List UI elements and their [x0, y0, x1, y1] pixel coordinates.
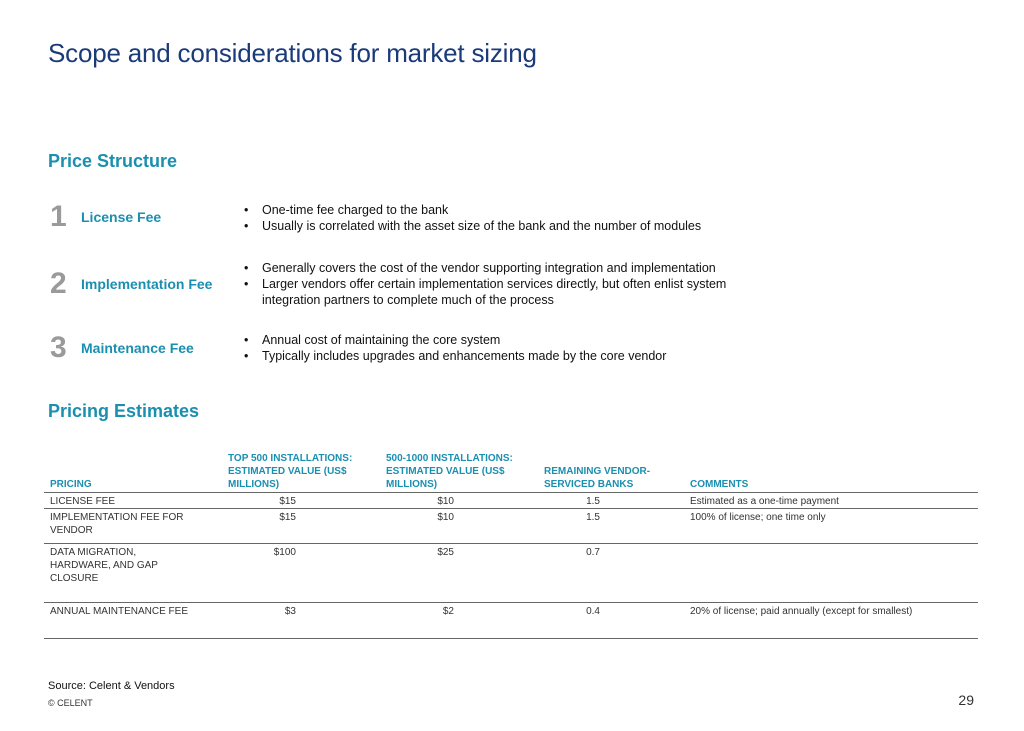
table-cell: LICENSE FEE [44, 493, 222, 509]
table-cell: $3 [222, 603, 380, 639]
table-cell: 0.7 [538, 544, 684, 603]
table-cell: ANNUAL MAINTENANCE FEE [44, 603, 222, 639]
fee-bullets [242, 260, 762, 308]
table-cell: $15 [222, 509, 380, 544]
bullet: • Generally covers the cost of the vendor supporting integration and implementation [242, 260, 762, 276]
table-cell: $100 [222, 544, 380, 603]
table-cell: DATA MIGRATION, HARDWARE, AND GAP CLOSURE [44, 544, 222, 603]
column-header: REMAINING VENDOR-SERVICED BANKS [538, 452, 684, 493]
table-cell: 100% of license; one time only [684, 509, 978, 544]
bullet: • Annual cost of maintaining the core system [242, 332, 666, 348]
fee-bullets [242, 332, 666, 364]
table-cell: $10 [380, 493, 538, 509]
table-row [44, 509, 978, 544]
fee-item-maintenance [48, 330, 788, 380]
pricing-estimates-heading: Pricing Estimates [48, 401, 200, 421]
column-header: 500-1000 INSTALLATIONS: ESTIMATED VALUE (US$ MILLIONS) [380, 452, 538, 493]
table-cell: IMPLEMENTATION FEE FOR VENDOR [44, 509, 222, 544]
table-cell: $15 [222, 493, 380, 509]
bullet: • One-time fee charged to the bank [242, 202, 701, 218]
table-cell: $25 [380, 544, 538, 603]
fee-item-license [48, 200, 788, 250]
column-header: TOP 500 INSTALLATIONS: ESTIMATED VALUE (US$ MILLIONS) [222, 452, 380, 493]
table-cell: 20% of license; paid annually (except for smallest) [684, 603, 978, 639]
fee-number: 3 [50, 331, 67, 364]
fee-label: Implementation Fee [81, 276, 213, 292]
fee-item-implementation [48, 258, 788, 308]
source-note: Source: Celent & Vendors [48, 680, 175, 692]
pricing-estimates-table [44, 452, 978, 639]
bullet: • Typically includes upgrades and enhancements made by the core vendor [242, 348, 666, 364]
table-cell: 1.5 [538, 509, 684, 544]
table-cell: Estimated as a one-time payment [684, 493, 978, 509]
table-row [44, 603, 978, 639]
table-cell: $10 [380, 509, 538, 544]
table-cell: $2 [380, 603, 538, 639]
column-header: PRICING [44, 452, 222, 493]
table-cell: 1.5 [538, 493, 684, 509]
bullet: • Usually is correlated with the asset size of the bank and the number of modules [242, 218, 701, 234]
page-title: Scope and considerations for market sizing [48, 38, 537, 68]
table-cell [684, 544, 978, 603]
fee-bullets [242, 202, 701, 234]
bullet: • Larger vendors offer certain implementation services directly, but often enlist system integration partners to complete much of the process [242, 276, 732, 308]
table-cell: 0.4 [538, 603, 684, 639]
table-row [44, 493, 978, 509]
fee-label: Maintenance Fee [81, 340, 194, 356]
column-header: COMMENTS [684, 452, 978, 493]
fee-number: 1 [50, 200, 67, 233]
fee-number: 2 [50, 267, 67, 300]
page-number: 29 [958, 692, 974, 708]
table-header-row [44, 452, 978, 493]
table-row [44, 544, 978, 603]
fee-label: License Fee [81, 209, 162, 225]
copyright: © CELENT [48, 698, 93, 708]
price-structure-heading: Price Structure [48, 151, 178, 171]
